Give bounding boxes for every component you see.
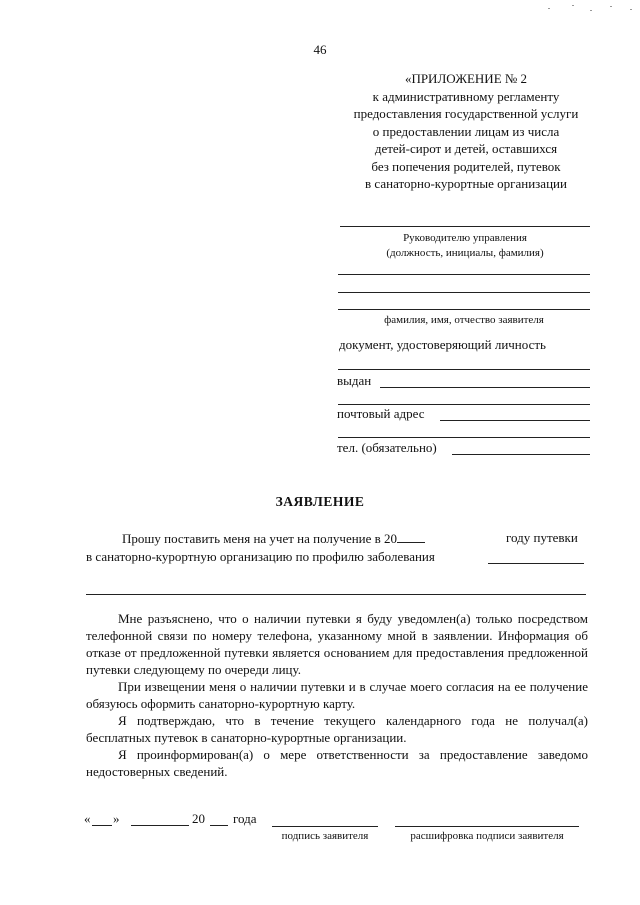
date-open-quote: « bbox=[84, 811, 91, 826]
address-label: почтовый адрес bbox=[337, 406, 425, 421]
paragraph-notice: Мне разъяснено, что о наличии путевки я буду уведомлен(а) только посредством телефонной связи по номеру телефона, указанному мной в заявлении. Информация об отказе от предложенной путевки является основанием для предоставления предложенной путевки следующему по очереди лицу. bbox=[86, 611, 588, 677]
appendix-line: предоставления государственной услуги bbox=[353, 106, 579, 121]
paragraph-consent: При извещении меня о наличии путевки и в случае моего согласия на ее получение обязуюсь оформить санаторно-курортную карту. bbox=[86, 679, 588, 711]
applicant-name-line[interactable] bbox=[338, 274, 590, 275]
month-blank[interactable] bbox=[131, 825, 189, 826]
recipient-label: Руководителю управления bbox=[403, 232, 527, 244]
year-prefix: 20 bbox=[192, 811, 205, 826]
signature-line[interactable] bbox=[272, 826, 378, 827]
appendix-line: в санаторно-курортные организации bbox=[365, 176, 567, 191]
scan-speck bbox=[548, 8, 550, 9]
recipient-line[interactable] bbox=[340, 226, 590, 227]
request-text-part2: году путевки bbox=[506, 530, 578, 545]
appendix-line: к административному регламенту bbox=[372, 88, 560, 104]
phone-line[interactable] bbox=[452, 454, 590, 455]
address-line-2[interactable] bbox=[338, 437, 590, 438]
phone-label: тел. (обязательно) bbox=[337, 440, 437, 455]
scan-speck bbox=[590, 10, 592, 11]
year-blank[interactable] bbox=[210, 825, 228, 826]
day-blank[interactable] bbox=[92, 825, 112, 826]
page-number: 46 bbox=[313, 42, 327, 57]
appendix-line: без попечения родителей, путевок bbox=[371, 158, 561, 174]
request-line2-text: в санаторно-курортную организацию по профилю заболевания bbox=[86, 549, 435, 564]
date-close-quote: » bbox=[113, 811, 120, 826]
statement-title: ЗАЯВЛЕНИЕ bbox=[275, 494, 365, 509]
appendix-title: «ПРИЛОЖЕНИЕ № 2 bbox=[404, 71, 528, 86]
appendix-line: детей-сирот и детей, оставшихся bbox=[374, 141, 558, 156]
address-line[interactable] bbox=[440, 420, 590, 421]
request-text bbox=[122, 530, 425, 547]
paragraph-confirmation: Я подтверждаю, что в течение текущего календарного года не получал(а) бесплатных путевок в санаторно-курортные организации. bbox=[86, 713, 588, 745]
scan-speck bbox=[630, 9, 632, 10]
scan-speck bbox=[572, 5, 574, 6]
request-line2 bbox=[86, 549, 435, 565]
scan-speck bbox=[610, 6, 612, 7]
appendix-header bbox=[330, 70, 602, 193]
request-text-part1: Прошу поставить меня на учет на получение в 20 bbox=[122, 531, 398, 546]
document-label: документ, удостоверяющий личность bbox=[339, 337, 546, 352]
applicant-name-line[interactable] bbox=[338, 292, 590, 293]
signature-decoding-caption: расшифровка подписи заявителя bbox=[410, 830, 564, 842]
issued-line[interactable] bbox=[380, 387, 590, 388]
signature-decoding-line[interactable] bbox=[395, 826, 579, 827]
year-suffix: года bbox=[233, 811, 257, 826]
recipient-hint: (должность, инициалы, фамилия) bbox=[386, 247, 544, 259]
applicant-name-caption: фамилия, имя, отчество заявителя bbox=[384, 314, 544, 326]
year-blank[interactable] bbox=[397, 530, 425, 543]
issued-line-2[interactable] bbox=[338, 404, 590, 405]
issued-label: выдан bbox=[337, 373, 372, 388]
appendix-line: о предоставлении лицам из числа bbox=[372, 123, 560, 139]
disease-profile-line[interactable] bbox=[488, 563, 584, 564]
disease-profile-line-2[interactable] bbox=[86, 594, 586, 595]
paragraph-responsibility: Я проинформирован(а) о мере ответственности за предоставление заведомо недостоверных сведений. bbox=[86, 747, 588, 779]
document-line[interactable] bbox=[338, 369, 590, 370]
applicant-name-line[interactable] bbox=[338, 309, 590, 310]
signature-caption: подпись заявителя bbox=[281, 830, 369, 842]
